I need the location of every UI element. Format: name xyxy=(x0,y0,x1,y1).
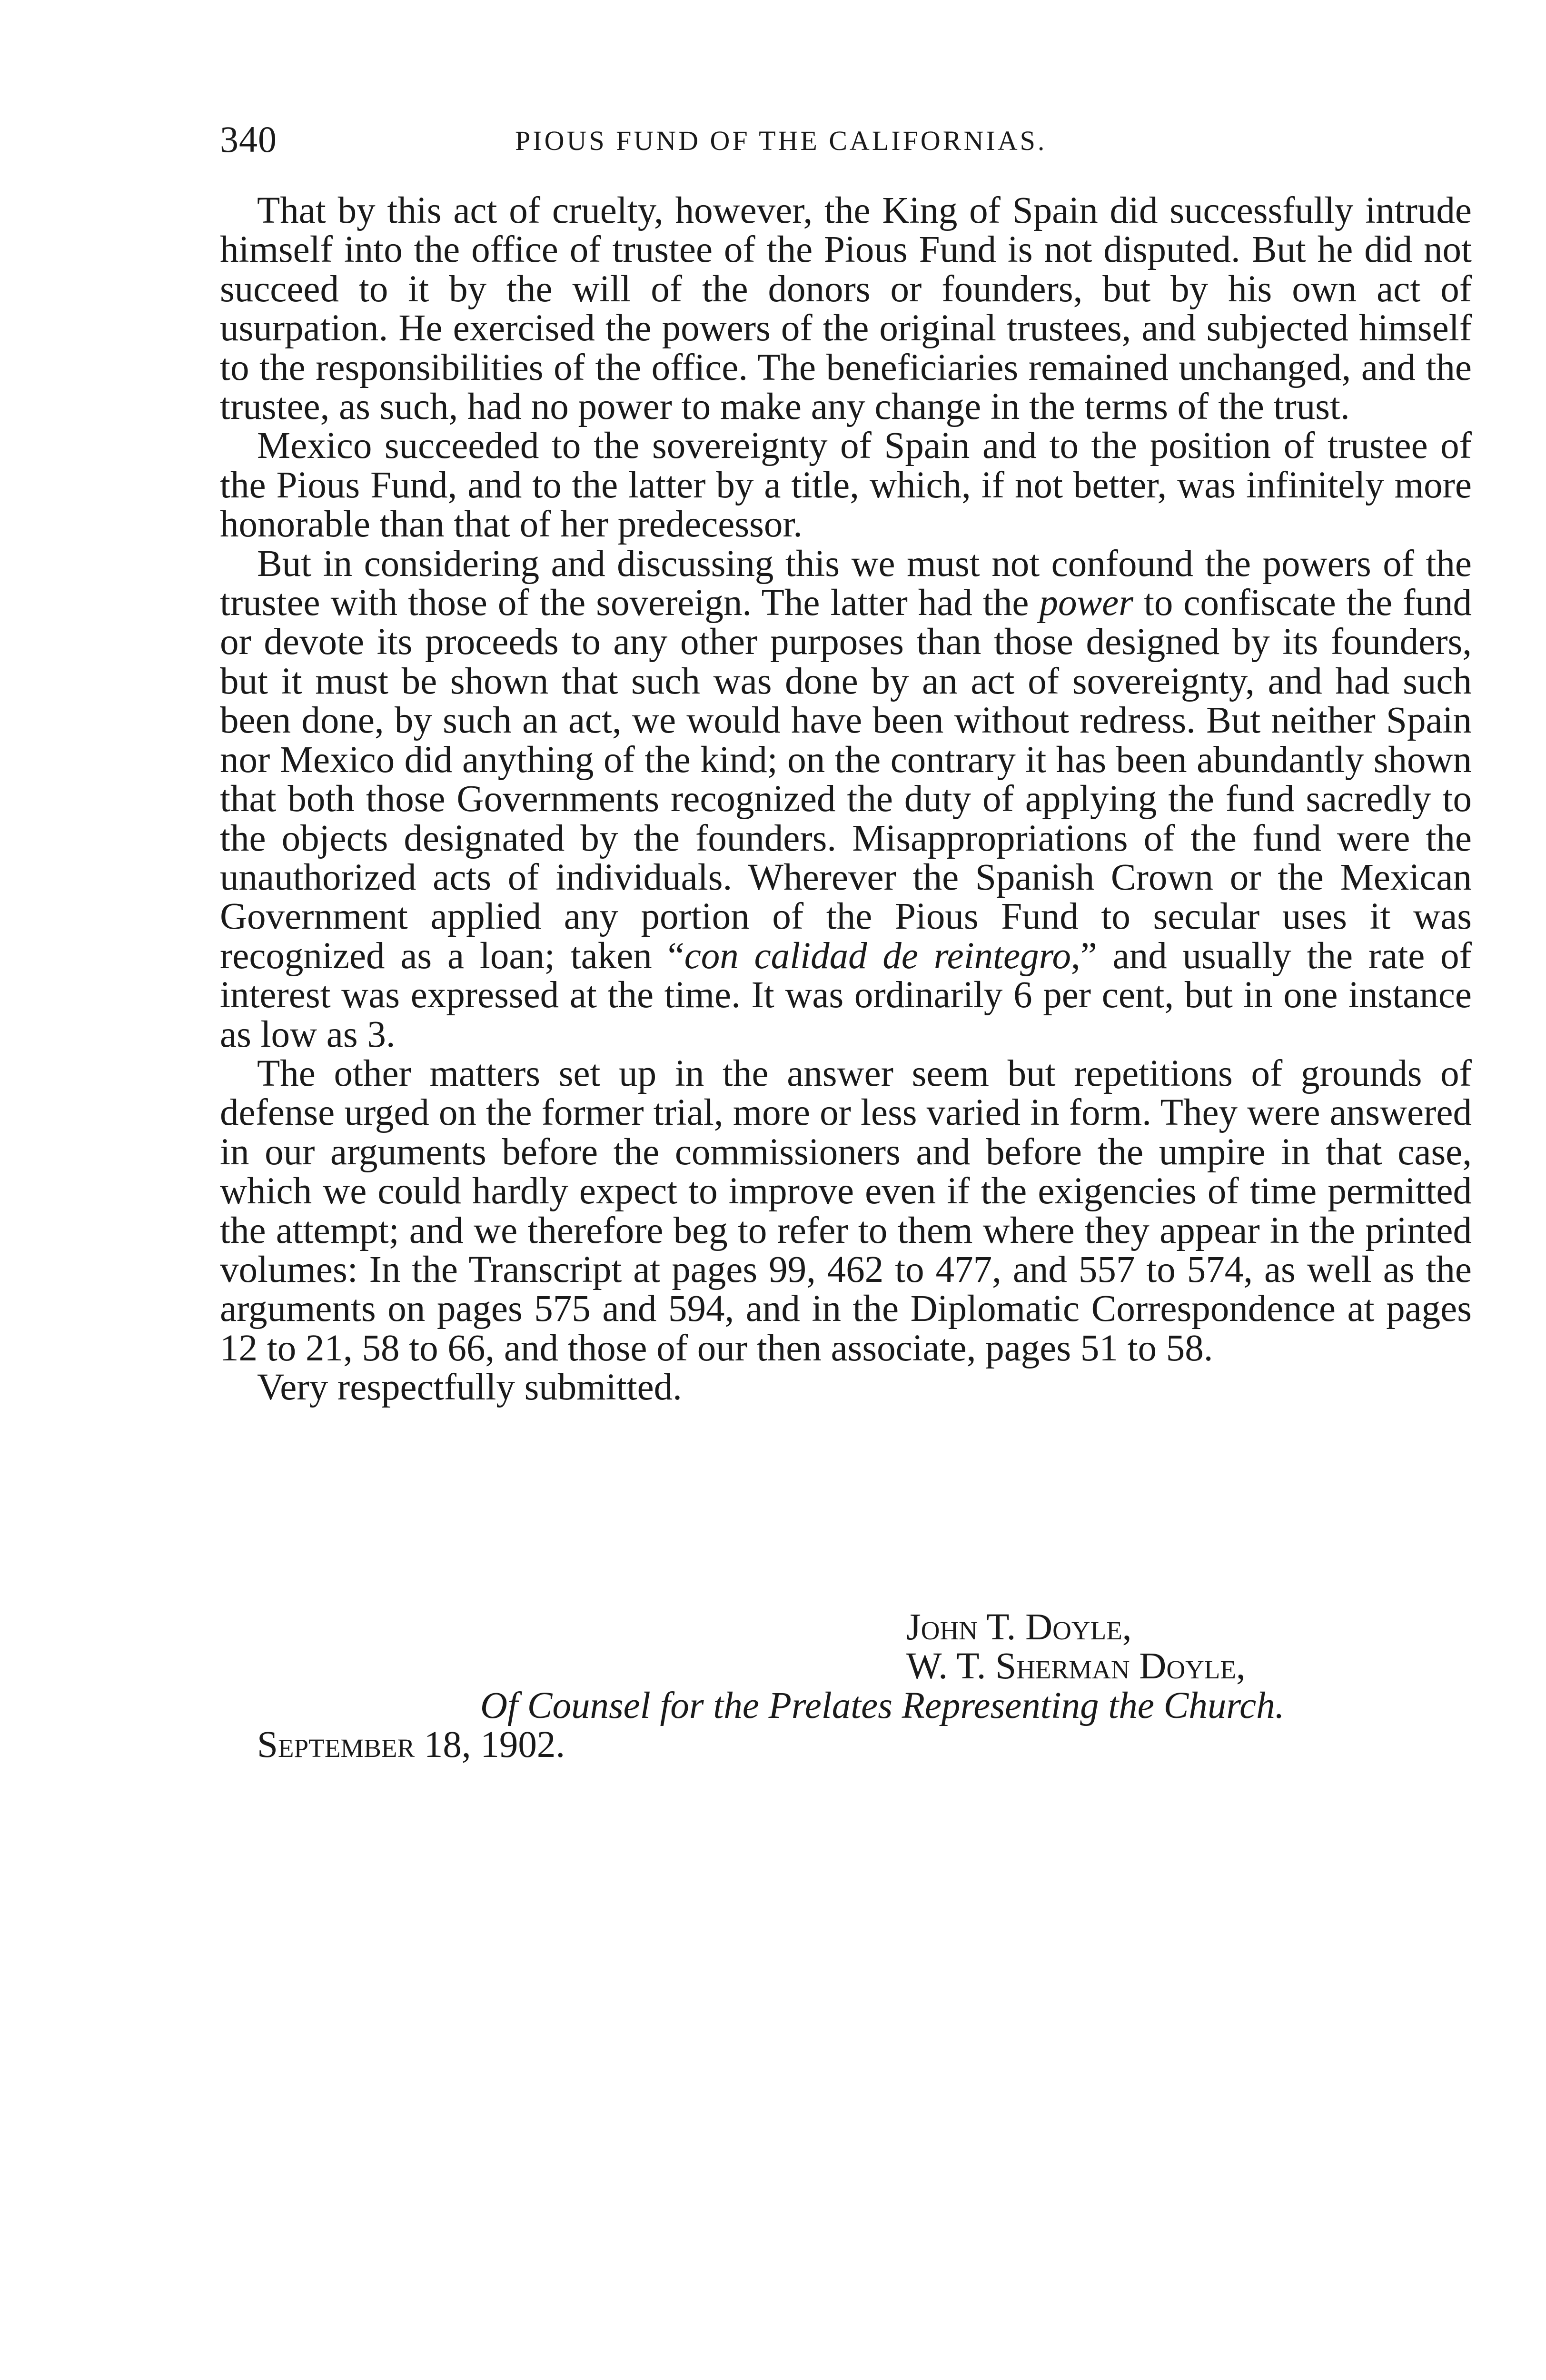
running-head: PIOUS FUND OF THE CALIFORNIAS. xyxy=(515,125,1047,156)
page-header xyxy=(220,113,1472,166)
closing-line: Very respectfully submitted. xyxy=(257,1367,682,1408)
paragraph-text-segment: to confiscate the fund or devote its proceeds to any other purposes than those designed by its founders, but it must be shown that such was done by an act of sovereignty, and had such been done, by such an act, we would have been without redress. But neither Spain nor Mexico did anything of the kind; on the contrary it has been abundantly shown that both those Governments recognized the duty of applying the fund sacredly to the objects designated by the founders. Misappropriations of the fund were the unauthorized acts of individuals. Wherever the Spanish Crown or the Mexican Government applied any portion of the Pious Fund to secular uses it was recognized as a loan; taken “ xyxy=(220,582,1472,977)
date-line: September 18, 1902. xyxy=(257,1724,565,1766)
paragraph-powers-of-trustee xyxy=(220,545,1472,1054)
page-number: 340 xyxy=(220,119,277,160)
paragraph-king-of-spain: That by this act of cruelty, however, the King of Spain did successfully intrude himself into the office of trustee of the Pious Fund is not disputed. But he did not succeed to it by the will of the donors or founders, but by his own act of usurpation. He exercised the powers of the original trustees, and subjected himself to the responsibilities of the office. The beneficiaries remained unchanged, and the trustee, as such, had no power to make any change in the terms of the trust. xyxy=(220,190,1472,428)
signer-sherman-doyle: W. T. Sherman Doyle, xyxy=(906,1646,1246,1687)
body-text xyxy=(220,191,1472,1408)
italic-power: power xyxy=(1039,582,1133,624)
paragraph-text-segment: But in considering and discussing this we must not confound the powers of the trustee with those of the sovereign. The latter had the xyxy=(220,543,1472,624)
italic-con-calidad: con calidad de reintegro xyxy=(684,935,1071,977)
paragraph-other-matters: The other matters set up in the answer seem but repetitions of grounds of defense urged on the former trial, more or less varied in form. They were answered in our arguments before the commissioners and before the umpire in that case, which we could hardly expect to improve even if the exigencies of time permitted the attempt; and we therefore beg to refer to them where they appear in the printed volumes: In the Transcript at pages 99, 462 to 477, and 557 to 574, as well as the arguments on pages 575 and 594, and in the Diplomatic Correspondence at pages 12 to 21, 58 to 66, and those of our then associate, pages 51 to 58. xyxy=(220,1052,1472,1369)
signer-john-doyle: John T. Doyle, xyxy=(906,1606,1132,1648)
paragraph-text-segment: ,” and usually the rate of interest was expressed at the time. It was ordinarily 6 per cent, but in one instance as low as 3. xyxy=(220,935,1472,1055)
paragraph-mexico-succeeded: Mexico succeeded to the sovereignty of Spain and to the position of trustee of the Pious Fund, and to the latter by a title, which, if not better, was infinitely more honorable than that of her predecessor. xyxy=(220,425,1472,545)
counsel-line: Of Counsel for the Prelates Representing the Church. xyxy=(480,1685,1285,1726)
signature-block xyxy=(220,1608,1472,1765)
